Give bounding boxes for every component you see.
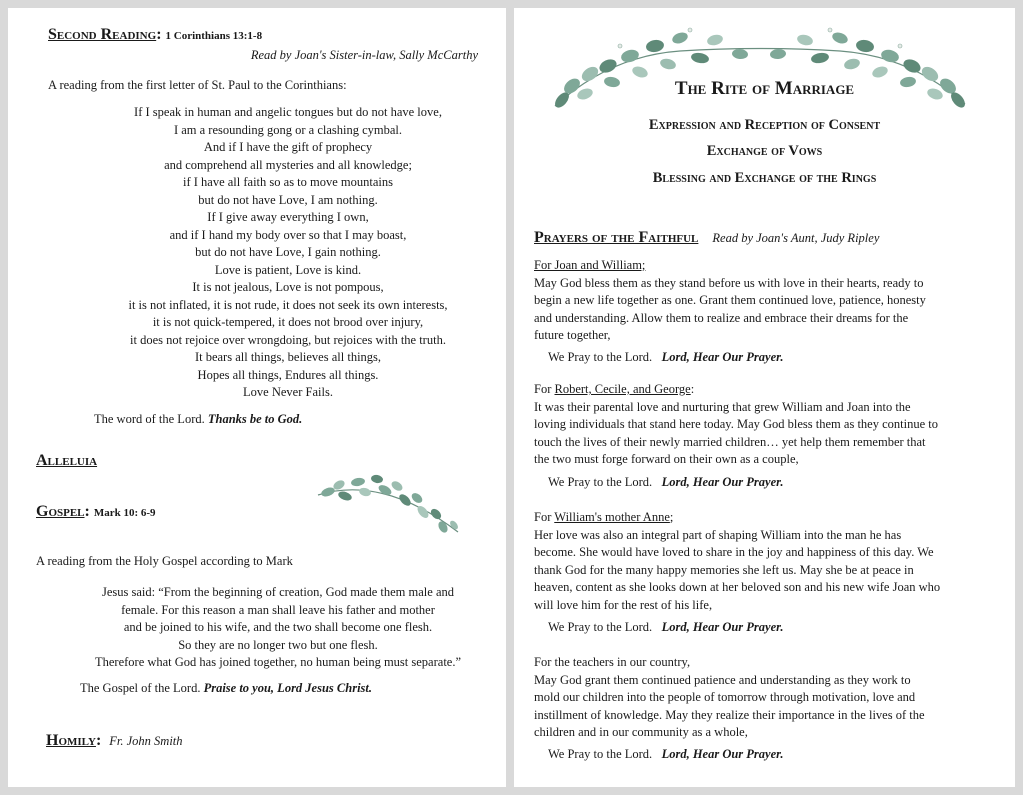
second-reading-reference: 1 Corinthians 13:1-8 [165, 30, 263, 42]
homily-heading: Homily [46, 732, 96, 749]
second-reading-response: Thanks be to God. [207, 412, 303, 426]
intention-2: For Robert, Cecile, and George: It was their parental love and nurturing that grew William and Joan into the loving individuals that stand here today. May God bless them as they continue to touch the lives of their newly married children… yet help them remember that the two must forge forward on their own as a couple, [534, 381, 994, 469]
reading-line: Love is patient, Love is kind. [214, 262, 362, 277]
prayer-response: We Pray to the Lord. Lord, Hear Our Prayer. [548, 475, 784, 489]
second-reading-intro: A reading from the first letter of St. Paul to the Corinthians: [48, 78, 347, 92]
rite-item: Expression and Reception of Consent [648, 117, 881, 133]
intention-line: become. She would have loved to share in the joy and happiness of this day. We [534, 545, 934, 559]
intention-line: children and in our community as a whole, [534, 725, 748, 739]
gospel-closing: The Gospel of the Lord. Praise to you, Lord Jesus Christ. [80, 681, 373, 695]
reading-line: but do not have Love, I am nothing. [198, 192, 378, 207]
reading-line: it is not quick-tempered, it does not brood over injury, [152, 315, 424, 329]
intention-line: instillment of knowledge. May they realize their importance in the lives of the [534, 707, 925, 722]
gospel-text [58, 584, 498, 672]
intention-4: For the teachers in our country, May God grant them continued patience and understanding as they work to mold our children into the people of tomorrow through motivation, love and instillment of knowledge. May they realize their importance in the lives of the children and in our community as a whole, [534, 654, 994, 742]
reading-line: Hopes all things, Endures all things. [197, 367, 379, 382]
rite-title: The Rite of Marriage [674, 78, 855, 99]
intention-line: Her love was also an integral part of shaping William into the man he has [534, 527, 902, 542]
gospel-response: Praise to you, Lord Jesus Christ. [203, 681, 373, 695]
intention-3: For William's mother Anne; Her love was also an integral part of shaping William into the man he has become. She would have loved to share in the joy and happiness of this day. We thank God for the many happy memories she left us. May she be at peace in heaven, content as she looks down at her beloved son and his new wife Joan who will love him for the rest of his life, [534, 509, 994, 614]
gospel-line: Jesus said: “From the beginning of creation, God made them male and [102, 585, 454, 599]
intention-line: the two must forge forward on their own as a couple, [534, 452, 799, 466]
prayers-header [534, 229, 879, 247]
left-page [8, 8, 506, 787]
prayers-heading: Prayers of the Faithful [534, 229, 699, 246]
reading-line: If I give away everything I own, [207, 210, 369, 224]
reading-line: And if I have the gift of prophecy [203, 140, 373, 154]
gospel-intro: A reading from the Holy Gospel according to Mark [36, 554, 293, 568]
homily-header: Homily: Fr. John Smith [46, 732, 183, 749]
prayer-response: We Pray to the Lord. Lord, Hear Our Prayer. [548, 620, 784, 634]
reading-line: Love Never Fails. [243, 385, 333, 399]
intention-line: thank God for the many happy memories she left us. May she be at peace in [534, 562, 914, 577]
alleluia-heading: Alleluia [36, 452, 98, 469]
intention-line: loving individuals that stand here today. May God bless them as they continue to [534, 417, 938, 431]
intention-line: May God bless them as they stand before us with love in their hearts, ready to [534, 275, 924, 290]
reading-line: It is not jealous, Love is not pompous, [192, 280, 384, 294]
gospel-heading: Gospel [36, 503, 85, 520]
intention-line: begin a new life together as one. Grant them continued love, patience, honesty [534, 293, 926, 307]
intention-for: Robert, Cecile, and George [554, 382, 691, 396]
eucalyptus-sprig-icon [313, 470, 463, 540]
reading-line: it is not inflated, it is not rude, it does not seek its own interests, [128, 297, 448, 312]
reading-line: I am a resounding gong or a clashing cymbal. [173, 122, 403, 137]
reading-line: it does not rejoice over wrongdoing, but rejoices with the truth. [130, 332, 446, 347]
intention-line: It was their parental love and nurturing that grew William and Joan into the [534, 399, 911, 414]
reading-line: and comprehend all mysteries and all knowledge; [164, 157, 412, 172]
right-page [514, 8, 1015, 787]
gospel-header: Gospel: Mark 10: 6-9 [36, 503, 156, 520]
intention-line: touch the lives of their newly married children… yet help them remember that [534, 434, 926, 449]
intention-for: William's mother Anne [554, 510, 670, 524]
intention-line: mold our children into the people of tomorrow through motivation, love and [534, 690, 916, 704]
homily-celebrant: Fr. John Smith [109, 734, 183, 748]
prayers-reader: Read by Joan's Aunt, Judy Ripley [712, 231, 880, 245]
prayer-response: We Pray to the Lord. Lord, Hear Our Prayer. [548, 350, 784, 364]
intention-1 [534, 257, 994, 345]
reading-line: It bears all things, believes all things, [194, 350, 382, 364]
second-reading-reader: Read by Joan's Sister-in-law, Sally McCarthy [250, 48, 478, 62]
second-reading-heading: Second Reading [48, 26, 157, 43]
gospel-reference: Mark 10: 6-9 [93, 507, 156, 519]
reading-line: If I speak in human and angelic tongues but do not have love, [134, 105, 442, 119]
reading-line: if I have all faith so as to move mountains [182, 175, 394, 189]
second-reading-header: Second Reading: 1 Corinthians 13:1-8 [48, 26, 263, 43]
reading-line: but do not have Love, I gain nothing. [195, 245, 381, 259]
second-reading-closing: The word of the Lord. Thanks be to God. [94, 412, 303, 426]
intention-line: and understanding. Allow them to realize and embrace their dreams for the [534, 310, 909, 325]
gospel-line: Therefore what God has joined together, no human being must separate.” [94, 655, 462, 669]
prayer-response: We Pray to the Lord. Lord, Hear Our Prayer. [548, 747, 784, 761]
intention-for: For Joan and William; [534, 258, 646, 272]
gospel-line: and be joined to his wife, and the two shall become one flesh. [123, 620, 433, 634]
intention-line: May God grant them continued patience and understanding as they work to [534, 672, 911, 687]
gospel-line: So they are no longer two but one flesh. [178, 637, 378, 652]
intention-line: future together, [534, 328, 611, 342]
intention-line: will love him for the rest of his life, [534, 597, 713, 612]
intention-line: heaven, content as she looks down at her beloved son and his new wife Joan who [534, 580, 941, 594]
second-reading-text [48, 104, 528, 402]
gospel-line: female. For this reason a man shall leave his father and mother [121, 602, 435, 617]
eucalyptus-garland-icon [550, 16, 970, 124]
rite-item: Blessing and Exchange of the Rings [652, 170, 877, 186]
reading-line: and if I hand my body over so that I may boast, [169, 227, 407, 242]
rite-item: Exchange of Vows [706, 143, 823, 159]
